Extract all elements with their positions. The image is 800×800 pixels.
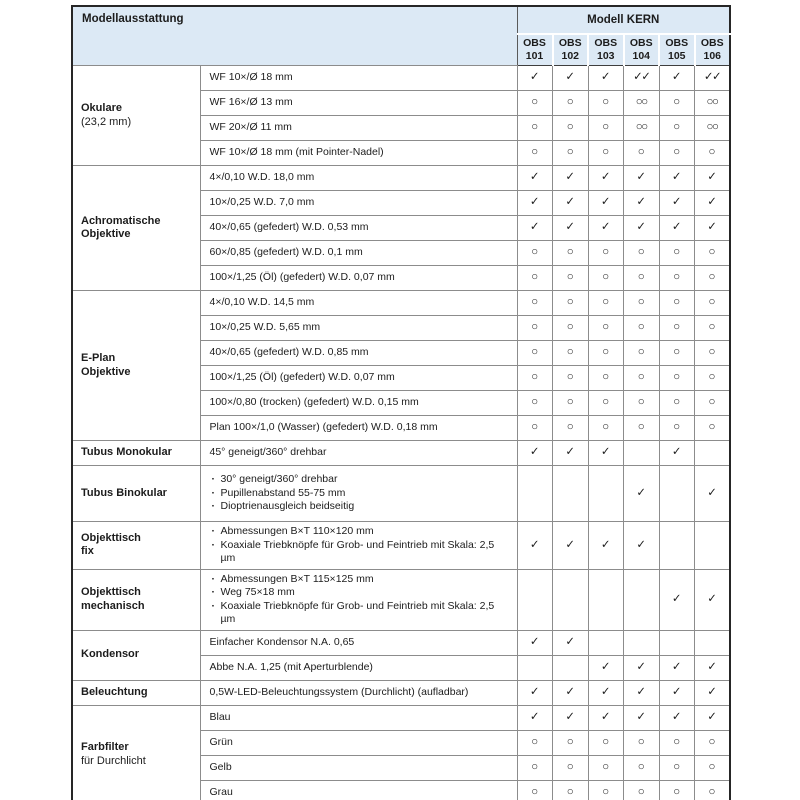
model-header-line: OBS <box>594 37 618 49</box>
mark-cell: ○ <box>695 780 731 800</box>
group-label-line: Farbfilter <box>81 741 129 754</box>
mark-cell: ✓ <box>624 216 660 241</box>
feature-text: 10×/0,25 W.D. 7,0 mm <box>209 196 315 209</box>
mark-cell: ○ <box>695 341 731 366</box>
feature-text: 100×/1,25 (Öl) (gefedert) W.D. 0,07 mm <box>209 271 395 284</box>
mark-cell: ✓ <box>659 441 695 466</box>
mark-cell: ○ <box>588 241 624 266</box>
mark-cell <box>517 466 553 522</box>
model-header-line: OBS <box>523 37 546 49</box>
mark-cell: ○ <box>588 391 624 416</box>
mark-cell: ○ <box>624 266 660 291</box>
mark-cell: ○ <box>695 755 731 780</box>
mark-cell: ○ <box>553 241 589 266</box>
mark-cell: ○ <box>588 755 624 780</box>
table-row <box>72 569 730 630</box>
mark-cell: ✓ <box>695 191 731 216</box>
mark-cell: ○ <box>517 730 553 755</box>
mark-cell: ✓✓ <box>695 66 731 91</box>
mark-cell: ✓ <box>553 216 589 241</box>
feature-cell <box>200 266 517 291</box>
mark-cell: ✓ <box>588 66 624 91</box>
mark-cell <box>553 655 589 680</box>
mark-cell: ○ <box>553 366 589 391</box>
group-label-line: mechanisch <box>81 599 145 612</box>
model-header-line: 104 <box>632 49 651 62</box>
feature-cell <box>200 366 517 391</box>
mark-cell: ✓ <box>517 705 553 730</box>
mark-cell: ✓ <box>588 680 624 705</box>
table-row <box>72 166 730 191</box>
feature-text: Plan 100×/1,0 (Wasser) (gefedert) W.D. 0,18 mm <box>209 421 438 434</box>
mark-cell: ○ <box>517 366 553 391</box>
mark-cell <box>695 630 731 655</box>
group-label-line: Objekttisch <box>81 531 141 544</box>
feature-cell <box>200 391 517 416</box>
group-label-line: Objekttisch <box>81 586 141 598</box>
feature-bullet-line: · Abmessungen B×T 115×125 mm <box>210 573 508 587</box>
mark-cell: ✓ <box>659 166 695 191</box>
mark-cell: ○ <box>517 241 553 266</box>
feature-text: 60×/0,85 (gefedert) W.D. 0,1 mm <box>209 246 363 259</box>
mark-cell: ○○ <box>624 91 660 116</box>
feature-text: 10×/0,25 W.D. 5,65 mm <box>209 321 321 334</box>
mark-cell: ✓ <box>588 191 624 216</box>
feature-bullet-line: · Weg 75×18 mm <box>210 586 508 600</box>
feature-text: Abbe N.A. 1,25 (mit Aperturblende) <box>209 660 373 673</box>
mark-cell <box>659 522 695 570</box>
mark-cell: ○ <box>659 730 695 755</box>
mark-cell <box>588 630 624 655</box>
mark-cell: ✓ <box>659 216 695 241</box>
group-label-cell <box>72 630 200 680</box>
mark-cell: ○ <box>659 116 695 141</box>
mark-cell: ✓ <box>695 216 731 241</box>
mark-cell: ○ <box>695 366 731 391</box>
feature-cell <box>200 141 517 166</box>
mark-cell: ✓ <box>695 166 731 191</box>
feature-text: WF 10×/Ø 18 mm (mit Pointer-Nadel) <box>209 146 384 159</box>
mark-cell: ○ <box>659 91 695 116</box>
model-header-cell <box>695 34 731 66</box>
table-row <box>72 441 730 466</box>
group-label-cell <box>72 569 200 630</box>
mark-cell: ○ <box>553 91 589 116</box>
mark-cell: ○ <box>624 391 660 416</box>
mark-cell: ✓ <box>695 655 731 680</box>
mark-cell: ○ <box>588 416 624 441</box>
mark-cell: ○ <box>553 341 589 366</box>
feature-text: Einfacher Kondensor N.A. 0,65 <box>209 635 355 648</box>
mark-cell <box>659 466 695 522</box>
group-label-cell <box>72 166 200 291</box>
mark-cell: ✓ <box>624 705 660 730</box>
mark-cell: ○ <box>588 291 624 316</box>
feature-text: 0,5W-LED-Beleuchtungssystem (Durchlicht) (aufladbar) <box>209 685 469 698</box>
mark-cell: ○ <box>695 141 731 166</box>
feature-text: 40×/0,65 (gefedert) W.D. 0,85 mm <box>209 346 369 359</box>
mark-cell: ○ <box>624 241 660 266</box>
feature-cell <box>200 680 517 705</box>
feature-bullet-line: · 30° geneigt/360° drehbar <box>210 473 508 487</box>
mark-cell: ✓ <box>695 466 731 522</box>
group-sublabel: (23,2 mm) <box>81 115 132 128</box>
group-label-line: Kondensor <box>81 648 140 661</box>
mark-cell: ✓ <box>659 569 695 630</box>
mark-cell: ○ <box>553 755 589 780</box>
mark-cell: ✓ <box>553 66 589 91</box>
group-label-line: Beleuchtung <box>81 685 148 698</box>
mark-cell: ✓ <box>588 655 624 680</box>
mark-cell: ✓ <box>553 522 589 570</box>
mark-cell: ○ <box>695 730 731 755</box>
group-sublabel: für Durchlicht <box>81 754 146 767</box>
model-header-cell <box>624 34 660 66</box>
feature-text: Gelb <box>209 760 232 773</box>
feature-bullet-line: · Pupillenabstand 55-75 mm <box>210 487 508 501</box>
group-label-cell <box>72 441 200 466</box>
model-header-line: 101 <box>525 49 544 62</box>
mark-cell: ○ <box>588 91 624 116</box>
mark-cell: ○ <box>553 391 589 416</box>
feature-bullet-line: · Dioptrienausgleich beidseitig <box>210 500 508 514</box>
feature-cell <box>200 755 517 780</box>
mark-cell: ○ <box>659 391 695 416</box>
mark-cell: ○ <box>659 755 695 780</box>
model-header-line: OBS <box>665 37 689 49</box>
mark-cell: ✓ <box>553 166 589 191</box>
mark-cell: ○ <box>659 416 695 441</box>
group-label-line: E-Plan <box>81 352 116 364</box>
feature-cell <box>200 91 517 116</box>
mark-cell: ○ <box>695 241 731 266</box>
mark-cell: ✓ <box>517 522 553 570</box>
feature-cell <box>200 66 517 91</box>
feature-text: 40×/0,65 (gefedert) W.D. 0,53 mm <box>209 221 369 234</box>
feature-text: 45° geneigt/360° drehbar <box>209 446 327 459</box>
mark-cell: ✓ <box>659 191 695 216</box>
mark-cell: ✓ <box>588 705 624 730</box>
mark-cell: ○ <box>624 316 660 341</box>
mark-cell: ✓ <box>517 191 553 216</box>
mark-cell: ✓ <box>659 655 695 680</box>
mark-cell: ○ <box>659 316 695 341</box>
mark-cell: ○ <box>624 755 660 780</box>
group-label-line: Achromatische <box>81 214 161 227</box>
group-label-cell <box>72 522 200 570</box>
mark-cell <box>553 569 589 630</box>
mark-cell <box>624 630 660 655</box>
table-row <box>72 466 730 522</box>
table-title: Modellausstattung <box>72 6 517 66</box>
mark-cell <box>624 441 660 466</box>
feature-text: Grau <box>209 785 233 798</box>
feature-cell <box>200 705 517 730</box>
mark-cell: ○ <box>553 266 589 291</box>
mark-cell: ○ <box>517 291 553 316</box>
model-header-line: 105 <box>667 49 686 62</box>
mark-cell <box>659 630 695 655</box>
group-label-line: Okulare <box>81 102 122 114</box>
mark-cell: ○ <box>695 416 731 441</box>
mark-cell <box>588 569 624 630</box>
mark-cell: ○ <box>588 341 624 366</box>
mark-cell: ✓ <box>517 680 553 705</box>
mark-cell: ○ <box>553 291 589 316</box>
model-header-line: 102 <box>561 49 580 62</box>
mark-cell: ○ <box>517 780 553 800</box>
table-row <box>72 630 730 655</box>
table-row <box>72 66 730 91</box>
mark-cell: ✓ <box>517 630 553 655</box>
feature-text: 100×/0,80 (trocken) (gefedert) W.D. 0,15 mm <box>209 396 419 409</box>
feature-text: WF 16×/Ø 13 mm <box>209 96 293 109</box>
feature-text: 4×/0,10 W.D. 14,5 mm <box>209 296 315 309</box>
feature-text: Grün <box>209 735 233 748</box>
model-comparison-table <box>71 5 731 800</box>
mark-cell: ○ <box>659 266 695 291</box>
feature-cell <box>200 466 517 522</box>
group-label-line: Tubus Binokular <box>81 486 167 499</box>
mark-cell: ○ <box>553 730 589 755</box>
mark-cell <box>517 655 553 680</box>
mark-cell: ✓ <box>624 655 660 680</box>
mark-cell: ○ <box>553 116 589 141</box>
group-label-line: fix <box>81 545 94 558</box>
mark-cell: ○ <box>553 316 589 341</box>
mark-cell: ✓ <box>659 680 695 705</box>
mark-cell: ○ <box>517 116 553 141</box>
model-header-line: OBS <box>700 37 724 49</box>
mark-cell: ○ <box>588 730 624 755</box>
model-header-line: 103 <box>596 49 615 62</box>
mark-cell: ✓ <box>588 441 624 466</box>
mark-cell: ○ <box>517 391 553 416</box>
feature-cell <box>200 166 517 191</box>
mark-cell: ✓✓ <box>624 66 660 91</box>
mark-cell: ○ <box>553 416 589 441</box>
feature-bullet-line: · Abmessungen B×T 110×120 mm <box>210 525 508 539</box>
mark-cell: ○ <box>588 316 624 341</box>
feature-cell <box>200 441 517 466</box>
mark-cell: ✓ <box>659 705 695 730</box>
mark-cell: ○ <box>517 91 553 116</box>
table-row <box>72 291 730 316</box>
mark-cell: ○ <box>659 366 695 391</box>
table-row <box>72 705 730 730</box>
mark-cell: ✓ <box>659 66 695 91</box>
header-row-top <box>72 6 730 34</box>
group-label-cell <box>72 680 200 705</box>
mark-cell: ○ <box>517 755 553 780</box>
group-label-cell <box>72 291 200 441</box>
mark-cell: ○ <box>695 316 731 341</box>
mark-cell: ○ <box>695 391 731 416</box>
feature-cell <box>200 522 517 570</box>
mark-cell: ○ <box>588 780 624 800</box>
mark-cell: ✓ <box>553 680 589 705</box>
feature-cell <box>200 116 517 141</box>
mark-cell: ✓ <box>695 569 731 630</box>
feature-text: Blau <box>209 710 231 723</box>
feature-bullet-line: · Koaxiale Triebknöpfe für Grob- und Feintrieb mit Skala: 2,5 µm <box>210 539 508 566</box>
table-row <box>72 522 730 570</box>
model-header-cell <box>517 34 553 66</box>
mark-cell: ✓ <box>517 441 553 466</box>
mark-cell <box>624 569 660 630</box>
mark-cell: ○ <box>695 291 731 316</box>
mark-cell: ○ <box>624 366 660 391</box>
mark-cell: ○ <box>659 241 695 266</box>
mark-cell: ○ <box>588 266 624 291</box>
mark-cell <box>553 466 589 522</box>
mark-cell: ✓ <box>624 166 660 191</box>
mark-cell: ✓ <box>588 522 624 570</box>
mark-cell: ✓ <box>624 466 660 522</box>
mark-cell: ○ <box>624 730 660 755</box>
mark-cell: ✓ <box>517 216 553 241</box>
mark-cell: ✓ <box>588 216 624 241</box>
mark-cell: ○ <box>624 416 660 441</box>
mark-cell: ✓ <box>553 191 589 216</box>
mark-cell: ✓ <box>695 680 731 705</box>
group-label-line: Tubus Monokular <box>81 446 172 459</box>
mark-cell: ○ <box>517 266 553 291</box>
mark-cell: ○ <box>588 141 624 166</box>
mark-cell: ✓ <box>624 680 660 705</box>
mark-cell: ○ <box>517 141 553 166</box>
model-header-cell <box>553 34 589 66</box>
mark-cell: ○ <box>517 341 553 366</box>
mark-cell: ✓ <box>588 166 624 191</box>
feature-bullet-line: · Koaxiale Triebknöpfe für Grob- und Feintrieb mit Skala: 2,5 µm <box>210 600 508 627</box>
mark-cell: ○ <box>624 780 660 800</box>
mark-cell: ○ <box>517 416 553 441</box>
group-label-cell <box>72 705 200 800</box>
mark-cell <box>695 441 731 466</box>
mark-cell <box>517 569 553 630</box>
mark-cell: ○ <box>659 780 695 800</box>
mark-cell: ○○ <box>695 91 731 116</box>
mark-cell: ○ <box>553 141 589 166</box>
mark-cell: ○ <box>588 366 624 391</box>
feature-text: WF 20×/Ø 11 mm <box>209 121 292 134</box>
mark-cell <box>695 522 731 570</box>
feature-cell <box>200 569 517 630</box>
feature-cell <box>200 655 517 680</box>
model-header-cell <box>588 34 624 66</box>
mark-cell: ○○ <box>695 116 731 141</box>
mark-cell: ✓ <box>517 66 553 91</box>
model-header-line: 106 <box>703 49 722 62</box>
mark-cell: ○ <box>659 291 695 316</box>
mark-cell: ○○ <box>624 116 660 141</box>
feature-cell <box>200 341 517 366</box>
model-header-line: OBS <box>558 37 582 49</box>
mark-cell: ✓ <box>517 166 553 191</box>
mark-cell: ✓ <box>553 705 589 730</box>
feature-cell <box>200 730 517 755</box>
mark-cell: ✓ <box>553 441 589 466</box>
feature-cell <box>200 241 517 266</box>
mark-cell: ○ <box>624 291 660 316</box>
mark-cell: ✓ <box>695 705 731 730</box>
feature-cell <box>200 216 517 241</box>
mark-cell: ○ <box>624 341 660 366</box>
mark-cell: ✓ <box>553 630 589 655</box>
feature-cell <box>200 191 517 216</box>
mark-cell: ✓ <box>624 522 660 570</box>
mark-cell: ✓ <box>624 191 660 216</box>
mark-cell: ○ <box>588 116 624 141</box>
mark-cell <box>588 466 624 522</box>
feature-text: 100×/1,25 (Öl) (gefedert) W.D. 0,07 mm <box>209 371 395 384</box>
mark-cell: ○ <box>659 341 695 366</box>
group-label-cell <box>72 66 200 166</box>
mark-cell: ○ <box>553 780 589 800</box>
models-group-header: Modell KERN <box>517 6 730 34</box>
feature-cell <box>200 780 517 800</box>
group-label-line: Objektive <box>81 365 131 378</box>
table-row <box>72 680 730 705</box>
mark-cell: ○ <box>624 141 660 166</box>
feature-text: WF 10×/Ø 18 mm <box>209 71 293 84</box>
feature-cell <box>200 630 517 655</box>
model-header-cell <box>659 34 695 66</box>
feature-cell <box>200 316 517 341</box>
feature-cell <box>200 416 517 441</box>
group-label-cell <box>72 466 200 522</box>
mark-cell: ○ <box>695 266 731 291</box>
model-header-line: OBS <box>629 37 653 49</box>
mark-cell: ○ <box>517 316 553 341</box>
feature-text: 4×/0,10 W.D. 18,0 mm <box>209 171 315 184</box>
group-label-line: Objektive <box>81 228 131 240</box>
mark-cell: ○ <box>659 141 695 166</box>
feature-cell <box>200 291 517 316</box>
